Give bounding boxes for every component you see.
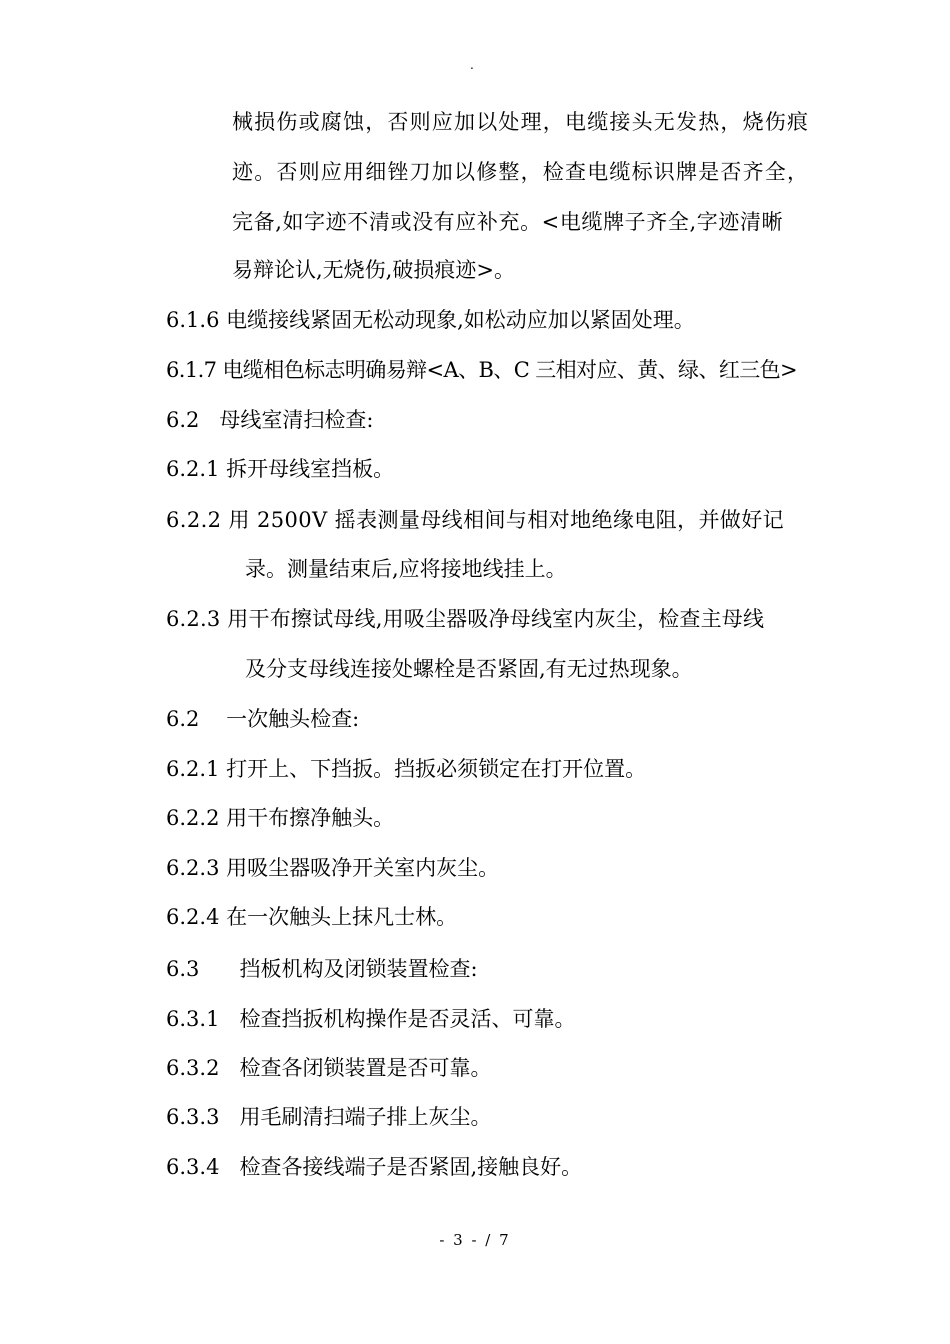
section-6-2-heading: 6.2 母线室清扫检查:	[166, 408, 374, 432]
section-6-2-1-contact: 6.2.1 打开上、下挡扳。挡扳必须锁定在打开位置。	[166, 757, 647, 781]
page-number: - 3 - / 7	[439, 1231, 511, 1249]
section-6-3-heading: 6.3 挡板机构及闭锁装置检查:	[166, 957, 478, 981]
header-mark: .	[470, 58, 474, 72]
section-6-3-2: 6.3.2 检查各闭锁装置是否可靠。	[166, 1056, 492, 1080]
section-6-1-6: 6.1.6 电缆接线紧固无松动现象,如松动应加以紧固处理。	[166, 308, 695, 332]
section-6-2-3: 6.2.3 用干布擦试母线,用吸尘器吸净母线室内灰尘，检查主母线	[166, 607, 765, 631]
body-line: 易辩论认,无烧伤,破损痕迹>。	[232, 258, 515, 282]
section-6-2-2-contact: 6.2.2 用干布擦净触头。	[166, 806, 395, 830]
section-6-2-3-contact: 6.2.3 用吸尘器吸净开关室内灰尘。	[166, 856, 500, 880]
section-6-3-4: 6.3.4 检查各接线端子是否紧固,接触良好。	[166, 1155, 583, 1179]
section-6-3-1: 6.3.1 检查挡扳机构操作是否灵活、可靠。	[166, 1007, 576, 1031]
section-6-2-4-contact: 6.2.4 在一次触头上抹凡士林。	[166, 905, 458, 929]
body-line: 迹。否则应用细锉刀加以修整，检查电缆标识牌是否齐全，	[232, 160, 810, 184]
body-line: 录。测量结束后,应将接地线挂上。	[245, 557, 567, 581]
section-6-2-1: 6.2.1 拆开母线室挡板。	[166, 457, 395, 481]
section-6-2-2: 6.2.2 用 2500V 摇表测量母线相间与相对地绝缘电阻，并做好记	[166, 508, 785, 532]
body-line: 械损伤或腐蚀，否则应加以处理，电缆接头无发热，烧伤痕	[232, 110, 810, 134]
section-6-3-3: 6.3.3 用毛刷清扫端子排上灰尘。	[166, 1105, 492, 1129]
section-6-1-7: 6.1.7 电缆相色标志明确易辩<A、B、C 三相对应、黄、绿、红三色>	[166, 358, 798, 382]
body-line: 完备,如字迹不清或没有应补充。<电缆牌子齐全,字迹清晰	[232, 210, 784, 234]
body-line: 及分支母线连接处螺栓是否紧固,有无过热现象。	[245, 657, 693, 681]
section-6-2-contact-heading: 6.2 一次触头检查:	[166, 707, 360, 731]
